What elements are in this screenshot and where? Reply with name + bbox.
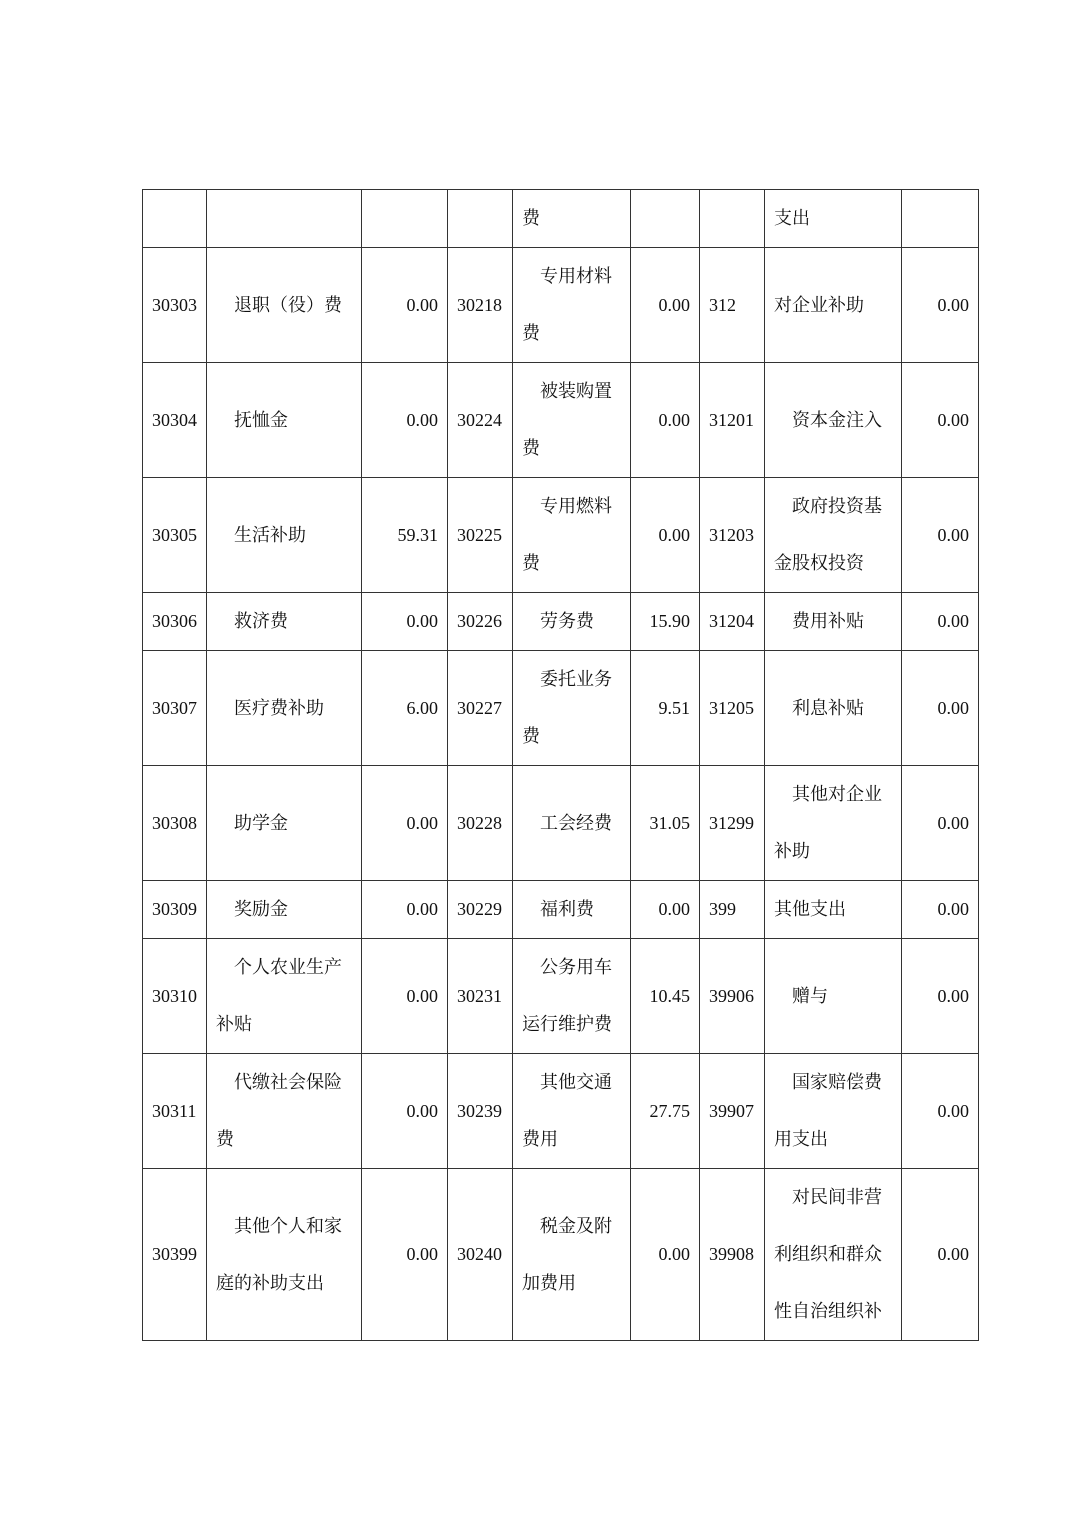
amount-cell: 10.45 xyxy=(631,939,700,1054)
econ-code-cell xyxy=(143,190,207,248)
amount-cell xyxy=(902,190,979,248)
item-name-cell: 福利费 xyxy=(513,881,631,939)
econ-code-cell xyxy=(448,190,513,248)
item-name-cell: 公务用车运行维护费 xyxy=(513,939,631,1054)
amount-cell: 0.00 xyxy=(902,593,979,651)
item-name-cell: 劳务费 xyxy=(513,593,631,651)
item-name-cell: 助学金 xyxy=(207,766,362,881)
amount-cell: 0.00 xyxy=(631,248,700,363)
econ-code-cell: 30228 xyxy=(448,766,513,881)
econ-code-cell: 30304 xyxy=(143,363,207,478)
table-row xyxy=(143,363,979,478)
econ-code-cell: 30306 xyxy=(143,593,207,651)
amount-cell: 0.00 xyxy=(902,363,979,478)
amount-cell: 31.05 xyxy=(631,766,700,881)
econ-code-cell: 39907 xyxy=(700,1054,765,1169)
item-name-cell: 奖励金 xyxy=(207,881,362,939)
table-row xyxy=(143,766,979,881)
econ-code-cell: 31205 xyxy=(700,651,765,766)
item-name-cell: 抚恤金 xyxy=(207,363,362,478)
table-row xyxy=(143,651,979,766)
table-row xyxy=(143,478,979,593)
amount-cell: 6.00 xyxy=(362,651,448,766)
econ-code-cell: 31299 xyxy=(700,766,765,881)
item-name-cell: 费 xyxy=(513,190,631,248)
item-name-cell: 其他对企业补助 xyxy=(765,766,902,881)
table-row xyxy=(143,248,979,363)
amount-cell: 0.00 xyxy=(362,766,448,881)
item-name-cell: 资本金注入 xyxy=(765,363,902,478)
econ-code-cell: 30309 xyxy=(143,881,207,939)
item-name-cell: 其他个人和家庭的补助支出 xyxy=(207,1169,362,1341)
table-row xyxy=(143,593,979,651)
item-name-cell: 其他交通费用 xyxy=(513,1054,631,1169)
item-name-cell: 税金及附加费用 xyxy=(513,1169,631,1341)
item-name-cell: 代缴社会保险费 xyxy=(207,1054,362,1169)
amount-cell: 0.00 xyxy=(902,478,979,593)
item-name-cell: 个人农业生产补贴 xyxy=(207,939,362,1054)
amount-cell: 0.00 xyxy=(902,766,979,881)
item-name-cell: 专用材料费 xyxy=(513,248,631,363)
amount-cell: 0.00 xyxy=(362,363,448,478)
item-name-cell: 救济费 xyxy=(207,593,362,651)
econ-code-cell: 30224 xyxy=(448,363,513,478)
item-name-cell: 专用燃料费 xyxy=(513,478,631,593)
amount-cell: 0.00 xyxy=(362,1169,448,1341)
amount-cell: 0.00 xyxy=(902,939,979,1054)
item-name-cell: 对企业补助 xyxy=(765,248,902,363)
amount-cell: 0.00 xyxy=(902,1054,979,1169)
item-name-cell: 生活补助 xyxy=(207,478,362,593)
table-row xyxy=(143,881,979,939)
amount-cell: 0.00 xyxy=(902,651,979,766)
econ-code-cell: 30239 xyxy=(448,1054,513,1169)
econ-code-cell: 30399 xyxy=(143,1169,207,1341)
amount-cell xyxy=(362,190,448,248)
amount-cell: 0.00 xyxy=(902,248,979,363)
amount-cell: 0.00 xyxy=(362,939,448,1054)
table-row xyxy=(143,1169,979,1341)
amount-cell: 15.90 xyxy=(631,593,700,651)
econ-code-cell: 30308 xyxy=(143,766,207,881)
expenditure-table xyxy=(142,189,979,1341)
item-name-cell: 赠与 xyxy=(765,939,902,1054)
amount-cell: 9.51 xyxy=(631,651,700,766)
item-name-cell: 退职（役）费 xyxy=(207,248,362,363)
item-name-cell: 医疗费补助 xyxy=(207,651,362,766)
table-row xyxy=(143,190,979,248)
amount-cell: 0.00 xyxy=(902,881,979,939)
amount-cell: 0.00 xyxy=(631,1169,700,1341)
item-name-cell: 委托业务费 xyxy=(513,651,631,766)
econ-code-cell: 30240 xyxy=(448,1169,513,1341)
amount-cell xyxy=(631,190,700,248)
econ-code-cell: 30225 xyxy=(448,478,513,593)
econ-code-cell xyxy=(700,190,765,248)
econ-code-cell: 30218 xyxy=(448,248,513,363)
econ-code-cell: 30303 xyxy=(143,248,207,363)
item-name-cell: 工会经费 xyxy=(513,766,631,881)
econ-code-cell: 30310 xyxy=(143,939,207,1054)
econ-code-cell: 30311 xyxy=(143,1054,207,1169)
item-name-cell xyxy=(207,190,362,248)
item-name-cell: 对民间非营利组织和群众性自治组织补 xyxy=(765,1169,902,1341)
item-name-cell: 利息补贴 xyxy=(765,651,902,766)
amount-cell: 0.00 xyxy=(362,593,448,651)
amount-cell: 27.75 xyxy=(631,1054,700,1169)
econ-code-cell: 30227 xyxy=(448,651,513,766)
item-name-cell: 政府投资基金股权投资 xyxy=(765,478,902,593)
econ-code-cell: 312 xyxy=(700,248,765,363)
item-name-cell: 国家赔偿费用支出 xyxy=(765,1054,902,1169)
amount-cell: 59.31 xyxy=(362,478,448,593)
econ-code-cell: 31204 xyxy=(700,593,765,651)
econ-code-cell: 30226 xyxy=(448,593,513,651)
amount-cell: 0.00 xyxy=(362,1054,448,1169)
econ-code-cell: 399 xyxy=(700,881,765,939)
econ-code-cell: 39908 xyxy=(700,1169,765,1341)
item-name-cell: 被装购置费 xyxy=(513,363,631,478)
econ-code-cell: 30229 xyxy=(448,881,513,939)
item-name-cell: 其他支出 xyxy=(765,881,902,939)
econ-code-cell: 39906 xyxy=(700,939,765,1054)
amount-cell: 0.00 xyxy=(902,1169,979,1341)
amount-cell: 0.00 xyxy=(362,248,448,363)
econ-code-cell: 30305 xyxy=(143,478,207,593)
amount-cell: 0.00 xyxy=(362,881,448,939)
econ-code-cell: 31203 xyxy=(700,478,765,593)
econ-code-cell: 31201 xyxy=(700,363,765,478)
amount-cell: 0.00 xyxy=(631,881,700,939)
amount-cell: 0.00 xyxy=(631,478,700,593)
econ-code-cell: 30307 xyxy=(143,651,207,766)
econ-code-cell: 30231 xyxy=(448,939,513,1054)
item-name-cell: 费用补贴 xyxy=(765,593,902,651)
item-name-cell: 支出 xyxy=(765,190,902,248)
table-row xyxy=(143,1054,979,1169)
amount-cell: 0.00 xyxy=(631,363,700,478)
table-row xyxy=(143,939,979,1054)
